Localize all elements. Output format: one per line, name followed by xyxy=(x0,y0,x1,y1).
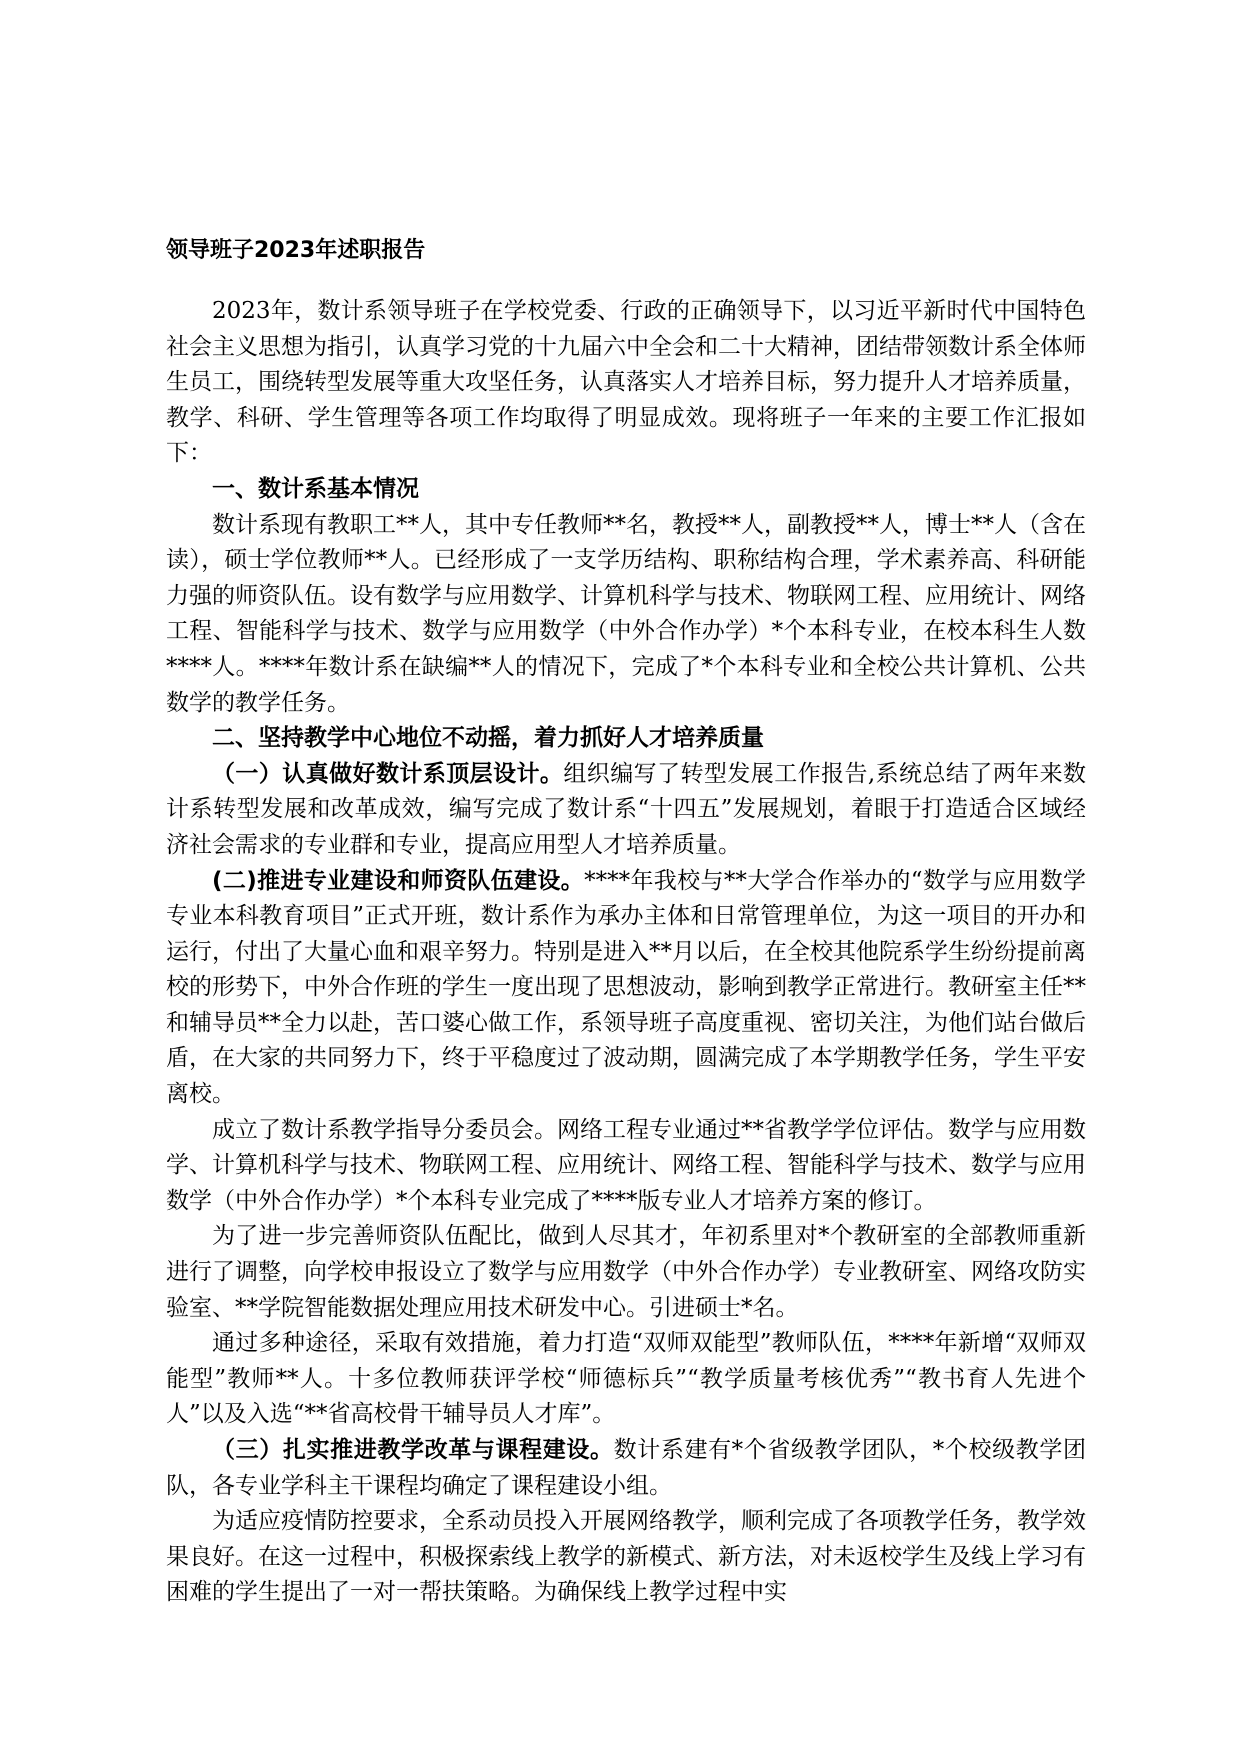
subsection1-paragraph xyxy=(166,757,1086,864)
subsection2-body: ****年我校与**大学合作举办的“数学与应用数学专业本科教育项目”正式开班，数计系作为承办主体和日常管理单位，为这一项目的开办和运行，付出了大量心血和艰辛努力。特别是进入**月以后，在全校其他院系学生纷纷提前离校的形势下，中外合作班的学生一度出现了思想波动，影响到教学正常进行。教研室主任**和辅导员**全力以赴，苦口婆心做工作，系领导班子高度重视、密切关注，为他们站台做后盾，在大家的共同努力下，终于平稳度过了波动期，圆满完成了本学期教学任务，学生平安离校。 xyxy=(166,867,1086,1108)
subsection1-lead: （一）认真做好数计系顶层设计。 xyxy=(212,760,564,787)
staff-paragraph: 为了进一步完善师资队伍配比，做到人尽其才，年初系里对*个教研室的全部教师重新进行了调整，向学校申报设立了数学与应用数学（中外合作办学）专业教研室、网络攻防实验室、**学院智能数据处理应用技术研发中心。引进硕士*名。 xyxy=(166,1223,1086,1321)
section-heading-1: 一、数计系基本情况 xyxy=(212,475,419,502)
online-teaching-paragraph: 为适应疫情防控要求，全系动员投入开展网络教学，顺利完成了各项教学任务，教学效果良好。在这一过程中，积极探索线上教学的新模式、新方法，对未返校学生及线上学习有困难的学生提出了一对一帮扶策略。为确保线上教学过程中实 xyxy=(166,1508,1086,1606)
committee-paragraph: 成立了数计系教学指导分委员会。网络工程专业通过**省教学学位评估。数学与应用数学、计算机科学与技术、物联网工程、应用统计、网络工程、智能科学与技术、数学与应用数学（中外合作办学）*个本科专业完成了****版专业人才培养方案的修订。 xyxy=(166,1116,1086,1214)
subsection2-paragraph xyxy=(166,864,1086,1113)
section1-paragraph: 数计系现有教职工**人，其中专任教师**名，教授**人，副教授**人，博士**人（含在读），硕士学位教师**人。已经形成了一支学历结构、职称结构合理，学术素养高、科研能力强的师资队伍。设有数学与应用数学、计算机科学与技术、物联网工程、应用统计、网络工程、智能科学与技术、数学与应用数学（中外合作办学）*个本科专业，在校本科生人数****人。****年数计系在缺编**人的情况下，完成了*个本科专业和全校公共计算机、公共数学的教学任务。 xyxy=(166,511,1087,716)
subsection2-lead: (二)推进专业建设和师资队伍建设。 xyxy=(212,867,585,894)
section-heading-2: 二、坚持教学中心地位不动摇，着力抓好人才培养质量 xyxy=(212,725,764,752)
subsection3-lead: （三）扎实推进教学改革与课程建设。 xyxy=(212,1437,614,1463)
dual-teacher-paragraph: 通过多种途径，采取有效措施，着力打造“双师双能型”教师队伍，****年新增“双师双能型”教师**人。十多位教师获评学校“师德标兵”“教学质量考核优秀”“教书育人先进个人”以及入选“**省高校骨干辅导员人才库”。 xyxy=(166,1330,1086,1428)
intro-paragraph: 2023年，数计系领导班子在学校党委、行政的正确领导下，以习近平新时代中国特色社会主义思想为指引，认真学习党的十九届六中全会和二十大精神，团结带领数计系全体师生员工，围绕转型发展等重大攻坚任务，认真落实人才培养目标，努力提升人才培养质量，教学、科研、学生管理等各项工作均取得了明显成效。现将班子一年来的主要工作汇报如下： xyxy=(166,298,1086,467)
subsection3-body: 数计系建有*个省级教学团队，*个校级教学团队，各专业学科主干课程均确定了课程建设小组。 xyxy=(166,1437,1087,1499)
subsection3-paragraph xyxy=(166,1433,1086,1504)
document-title: 领导班子2023年述职报告 xyxy=(166,238,426,263)
document-page xyxy=(166,236,1086,1611)
subsection1-body: 组织编写了转型发展工作报告,系统总结了两年来数计系转型发展和改革成效，编写完成了数计系“十四五”发展规划，着眼于打造适合区域经济社会需求的专业群和专业，提高应用型人才培养质量。 xyxy=(166,760,1087,858)
